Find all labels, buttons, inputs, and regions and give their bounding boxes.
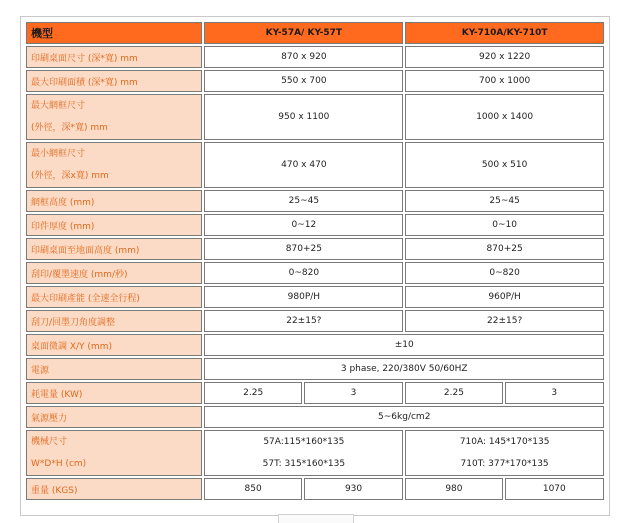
shared-value: 3 phase, 220/380V 50/60HZ [204,358,604,380]
sub-value: 3 [505,382,604,404]
table-row [26,358,604,380]
table-row [26,142,604,188]
model-a-dim-line-1: 57A:115*160*135 [263,437,345,447]
model-a-value: 25~45 [204,190,403,212]
model-a-value [204,430,403,476]
model-b-dim-line-2: 710T: 377*170*135 [460,459,549,469]
model-b-value: 700 x 1000 [405,70,604,92]
table-row [26,430,604,476]
model-a-value: 22±15? [204,310,403,332]
spec-label: 印件厚度 (mm) [26,214,202,236]
spec-label: 重量 (KGS) [26,478,202,500]
model-b-value: 0~10 [405,214,604,236]
spec-label: 印刷桌面尺寸 (深*寬) mm [26,46,202,68]
table-row [26,286,604,308]
shared-value: 5~6kg/cm2 [204,406,604,428]
model-a-header: KY-57A/ KY-57T [204,22,403,44]
spec-label [26,94,202,140]
model-b-value: 25~45 [405,190,604,212]
model-b-dim-line-1: 710A: 145*170*135 [459,437,550,447]
model-b-value: 960P/H [405,286,604,308]
spec-label-line-2: (外徑，深x寬) mm [31,171,109,181]
table-row [26,70,604,92]
table-row [26,214,604,236]
spec-label: 最大印刷產能 (全速全行程) [26,286,202,308]
table-row [26,190,604,212]
spec-label: 最大印刷面積 (深*寬) mm [26,70,202,92]
model-a-dim-line-2: 57T: 315*160*135 [262,459,346,469]
spec-label: 氣源壓力 [26,406,202,428]
model-b-value: 920 x 1220 [405,46,604,68]
model-a-value: 0~820 [204,262,403,284]
model-a-value: 980P/H [204,286,403,308]
sub-value: 2.25 [204,382,301,404]
spec-label-line-1: 最大網框尺寸 [31,101,86,111]
spec-label: 印刷桌面至地面高度 (mm) [26,238,202,260]
spec-label-line-1: 機械尺寸 [31,437,68,447]
spec-label-line-2: W*D*H (cm) [31,459,87,469]
table-row [26,406,604,428]
table-row [26,334,604,356]
spec-label: 網框高度 (mm) [26,190,202,212]
model-header-label: 機型 [26,22,202,44]
model-a-value: 0~12 [204,214,403,236]
model-b-value: 870+25 [405,238,604,260]
spec-table [24,20,606,502]
spec-label: 電源 [26,358,202,380]
spec-label: 刮刀/回墨刀角度調整 [26,310,202,332]
spec-label: 刮印/覆墨速度 (mm/秒) [26,262,202,284]
spec-label: 桌面微調 X/Y (mm) [26,334,202,356]
model-b-value: 0~820 [405,262,604,284]
table-row [26,94,604,140]
spec-label [26,430,202,476]
sub-value: 3 [304,382,403,404]
sub-value: 850 [204,478,301,500]
header-row [26,22,604,44]
spec-label-line-1: 最小網框尺寸 [31,149,86,159]
spec-label [26,142,202,188]
table-row [26,310,604,332]
shared-value: ±10 [204,334,604,356]
sub-value: 980 [405,478,502,500]
table-row [26,46,604,68]
model-a-value: 470 x 470 [204,142,403,188]
model-a-value: 870 x 920 [204,46,403,68]
sub-value: 2.25 [405,382,502,404]
model-a-value: 550 x 700 [204,70,403,92]
model-b-value: 22±15? [405,310,604,332]
sub-value: 930 [304,478,403,500]
model-b-value: 1000 x 1400 [405,94,604,140]
model-b-value [405,430,604,476]
bottom-tab [278,514,354,523]
spec-label-line-2: (外徑，深*寬) mm [31,123,108,133]
sub-value: 1070 [505,478,604,500]
table-row [26,478,604,500]
model-b-header: KY-710A/KY-710T [405,22,604,44]
table-row [26,262,604,284]
model-b-value: 500 x 510 [405,142,604,188]
model-a-value: 870+25 [204,238,403,260]
table-row [26,382,604,404]
table-row [26,238,604,260]
spec-label: 耗電量 (KW) [26,382,202,404]
model-a-value: 950 x 1100 [204,94,403,140]
